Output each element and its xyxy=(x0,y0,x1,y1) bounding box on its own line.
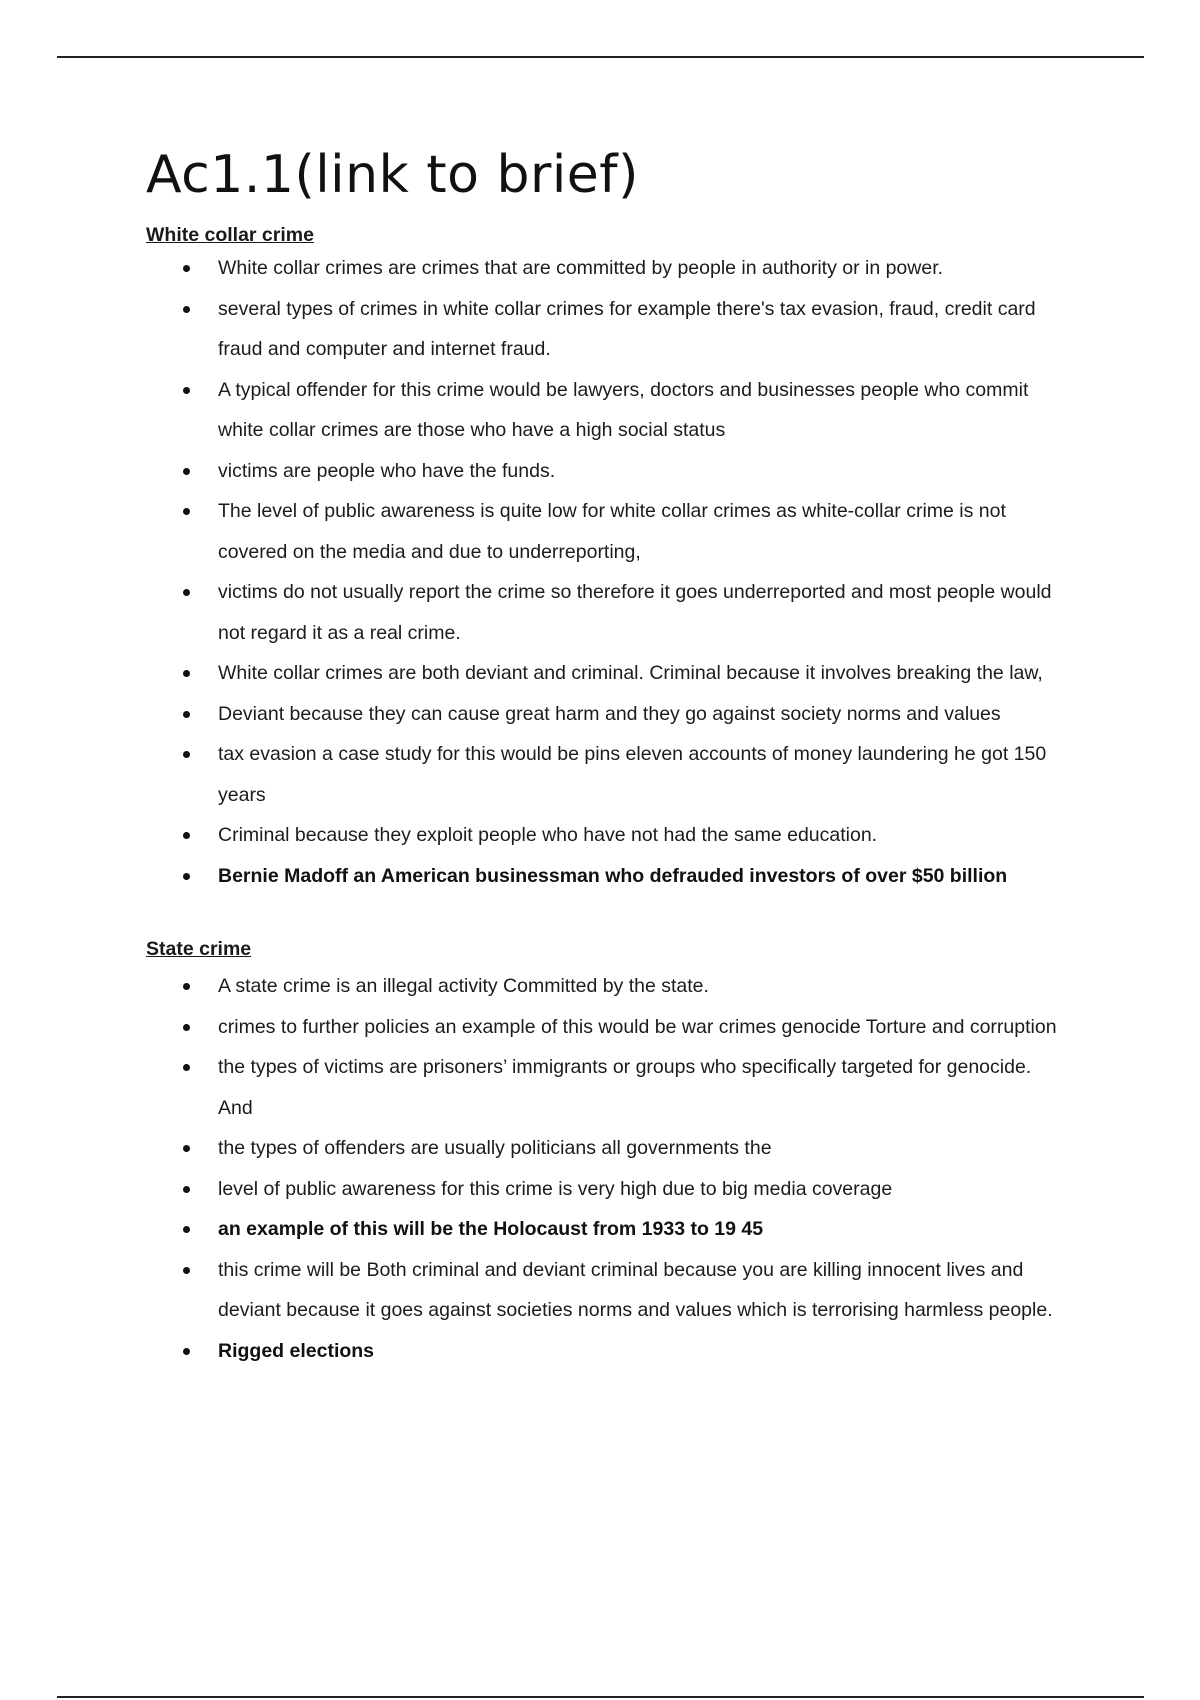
list-item xyxy=(218,1250,1066,1331)
bullet-icon xyxy=(183,306,190,313)
list-item-text: White collar crimes are both deviant and criminal. Criminal because it involves breaking the law, xyxy=(218,662,1043,684)
list-item-text: level of public awareness for this crime is very high due to big media coverage xyxy=(218,1177,893,1200)
bullet-icon xyxy=(183,265,190,272)
list-item xyxy=(218,966,1066,1007)
list-item xyxy=(218,815,1066,856)
list-item-text: Deviant because they can cause great harm and they go against society norms and values xyxy=(218,702,1001,725)
bullet-icon xyxy=(183,589,190,596)
list-item xyxy=(218,653,1066,694)
list-item xyxy=(218,370,1066,451)
list-item xyxy=(218,491,1066,572)
list-item xyxy=(218,451,1066,492)
list-item-text: this crime will be Both criminal and deviant criminal because you are killing innocent lives and deviant because it goes against societies norms and values which is terrorising harmless people. xyxy=(218,1258,1053,1321)
bullet-icon xyxy=(183,1024,190,1031)
bullet-icon xyxy=(183,751,190,758)
list-item-text: tax evasion a case study for this would be pins eleven accounts of money laundering he got 150 years xyxy=(218,743,1047,806)
list-item xyxy=(218,1169,1066,1210)
list-item-text: crimes to further policies an example of this would be war crimes genocide Torture and corruption xyxy=(218,1015,1057,1038)
bullet-icon xyxy=(183,670,190,677)
document-body xyxy=(146,140,1066,1371)
list-item xyxy=(218,1128,1066,1169)
bullet-icon xyxy=(183,1348,190,1355)
white-collar-crime-list xyxy=(146,248,1066,896)
bullet-icon xyxy=(183,983,190,990)
list-item-text: victims do not usually report the crime so therefore it goes underreported and most people would not regard it as a real crime. xyxy=(218,581,1052,644)
list-item xyxy=(218,572,1066,653)
section-heading-white-collar-crime: White collar crime xyxy=(146,224,314,246)
list-item xyxy=(218,694,1066,735)
bullet-icon xyxy=(183,468,190,475)
list-item xyxy=(218,856,1066,897)
list-item-text: A state crime is an illegal activity Committed by the state. xyxy=(218,975,709,997)
list-item xyxy=(218,1331,1066,1372)
list-item-text: Rigged elections xyxy=(218,1339,375,1362)
bullet-icon xyxy=(183,711,190,718)
bullet-icon xyxy=(183,1226,190,1233)
list-item xyxy=(218,248,1066,289)
bullet-icon xyxy=(183,832,190,839)
list-item-text: several types of crimes in white collar crimes for example there's tax evasion, fraud, credit card fraud and computer and internet fraud. xyxy=(218,297,1036,360)
footer-rule xyxy=(57,1696,1144,1698)
page-title: Ac1.1(link to brief) xyxy=(146,145,639,205)
list-item xyxy=(218,1047,1066,1128)
list-item-text: the types of offenders are usually politicians all governments the xyxy=(218,1137,772,1159)
bullet-icon xyxy=(183,508,190,515)
list-item-text: The level of public awareness is quite low for white collar crimes as white-collar crime is not covered on the media and due to underreporting, xyxy=(218,500,1006,563)
list-item xyxy=(218,289,1066,370)
list-item xyxy=(218,734,1066,815)
list-item-text: victims are people who have the funds. xyxy=(218,459,556,482)
list-item-text: A typical offender for this crime would be lawyers, doctors and businesses people who commit white collar crimes are those who have a high social status xyxy=(218,378,1029,441)
list-item-text: White collar crimes are crimes that are committed by people in authority or in power. xyxy=(218,257,944,279)
list-item xyxy=(218,1007,1066,1048)
bullet-icon xyxy=(183,1267,190,1274)
bullet-icon xyxy=(183,387,190,394)
list-item-text: Criminal because they exploit people who have not had the same education. xyxy=(218,824,878,846)
state-crime-list xyxy=(146,966,1066,1371)
bullet-icon xyxy=(183,873,190,880)
list-item-text: the types of victims are prisoners’ immigrants or groups who specifically targeted for genocide. And xyxy=(218,1056,1032,1119)
bullet-icon xyxy=(183,1145,190,1152)
list-item xyxy=(218,1209,1066,1250)
list-item-text: Bernie Madoff an American businessman who defrauded investors of over $50 billion xyxy=(218,864,1008,887)
bullet-icon xyxy=(183,1064,190,1071)
bullet-icon xyxy=(183,1186,190,1193)
header-rule xyxy=(57,56,1144,58)
list-item-text: an example of this will be the Holocaust from 1933 to 19 45 xyxy=(218,1218,764,1240)
section-heading-state-crime: State crime xyxy=(146,938,252,960)
